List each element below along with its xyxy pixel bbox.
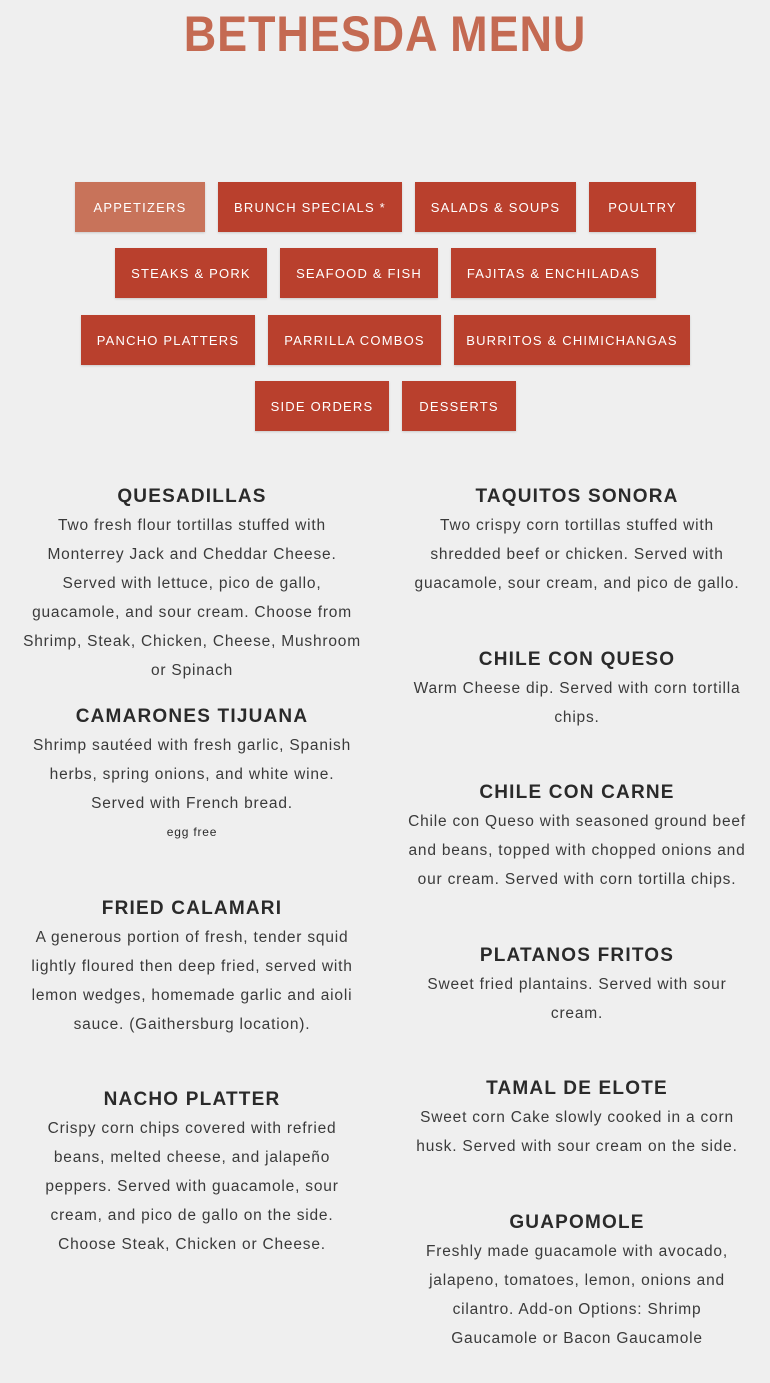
menu-item-name: TAQUITOS SONORA — [475, 486, 679, 507]
menu-item — [407, 945, 747, 1029]
category-tab-brunch-specials[interactable]: BRUNCH SPECIALS * — [218, 182, 402, 232]
menu-item-description: Sweet fried plantains. Served with sour cream. — [427, 976, 727, 1022]
category-tab-seafood-fish[interactable]: SEAFOOD & FISH — [280, 248, 438, 298]
category-tab-burritos-chimichangas[interactable]: BURRITOS & CHIMICHANGAS — [454, 315, 690, 365]
menu-item-name: NACHO PLATTER — [103, 1089, 281, 1110]
menu-item — [22, 1089, 362, 1260]
menu-item-note: egg free — [166, 824, 218, 839]
menu-item — [407, 486, 747, 599]
menu-item-name: CHILE CON CARNE — [479, 782, 675, 803]
menu-item-description: Sweet corn Cake slowly cooked in a corn husk. Served with sour cream on the side. — [416, 1109, 738, 1155]
category-tab-pancho-platters[interactable]: PANCHO PLATTERS — [81, 315, 255, 365]
menu-item — [22, 706, 362, 839]
category-tab-desserts[interactable]: DESSERTS — [402, 381, 516, 431]
menu-item — [22, 898, 362, 1040]
menu-item — [407, 1212, 747, 1354]
category-tab-parrilla-combos[interactable]: PARRILLA COMBOS — [268, 315, 441, 365]
menu-item — [407, 1078, 747, 1162]
menu-item-description: Freshly made guacamole with avocado, jalapeno, tomatoes, lemon, onions and cilantro. Add-on Options: Shrimp Gaucamole or Bacon Gaucamole — [426, 1243, 728, 1347]
menu-item — [407, 649, 747, 733]
category-tab-side-orders[interactable]: SIDE ORDERS — [255, 381, 389, 431]
category-tab-salads-soups[interactable]: SALADS & SOUPS — [415, 182, 576, 232]
menu-item-description: Two fresh flour tortillas stuffed with Monterrey Jack and Cheddar Cheese. Served with lettuce, pico de gallo, guacamole, and sour cream. Choose from Shrimp, Steak, Chicken, Cheese, Mushroom or Spinach — [23, 517, 361, 679]
menu-item — [407, 782, 747, 895]
menu-item-name: FRIED CALAMARI — [101, 898, 283, 919]
menu-item-name: QUESADILLAS — [117, 486, 267, 507]
category-tab-fajitas-enchiladas[interactable]: FAJITAS & ENCHILADAS — [451, 248, 656, 298]
category-tab-steaks-pork[interactable]: STEAKS & PORK — [115, 248, 267, 298]
menu-item-name: CAMARONES TIJUANA — [75, 706, 309, 727]
category-tab-appetizers[interactable]: APPETIZERS — [75, 182, 205, 232]
menu-item-description: Shrimp sautéed with fresh garlic, Spanish herbs, spring onions, and white wine. Served with French bread. — [33, 737, 351, 812]
menu-item-name: TAMAL DE ELOTE — [486, 1078, 668, 1099]
menu-item-description: Crispy corn chips covered with refried beans, melted cheese, and jalapeño peppers. Served with guacamole, sour cream, and pico de gallo on the side. Choose Steak, Chicken or Cheese. — [45, 1120, 339, 1253]
menu-item-description: Chile con Queso with seasoned ground beef and beans, topped with chopped onions and our cream. Served with corn tortilla chips. — [408, 813, 746, 888]
menu-item-name: GUAPOMOLE — [509, 1212, 645, 1233]
menu-item-name: CHILE CON QUESO — [478, 649, 676, 670]
menu-item-description: Two crispy corn tortillas stuffed with shredded beef or chicken. Served with guacamole, sour cream, and pico de gallo. — [414, 517, 740, 592]
menu-item-description: Warm Cheese dip. Served with corn tortilla chips. — [413, 680, 741, 726]
menu-item-description: A generous portion of fresh, tender squid lightly floured then deep fried, served with lemon wedges, homemade garlic and aioli sauce. (Gaithersburg location). — [31, 929, 353, 1033]
page-title: BETHESDA MENU — [183, 6, 587, 62]
menu-item — [22, 486, 362, 685]
menu-item-name: PLATANOS FRITOS — [479, 945, 675, 966]
category-tab-poultry[interactable]: POULTRY — [589, 182, 696, 232]
